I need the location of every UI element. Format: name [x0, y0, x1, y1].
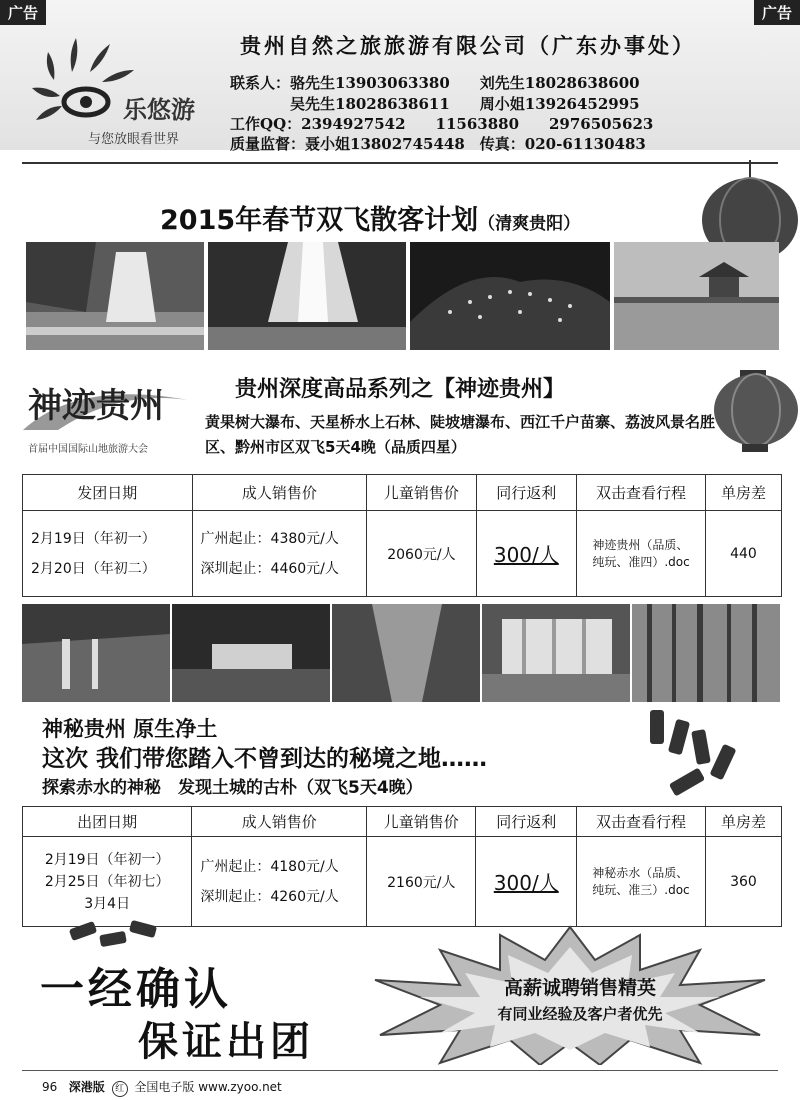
edition-label: 深港版	[68, 1080, 105, 1094]
table1-dates	[23, 511, 193, 597]
bamboo-forest-photo	[632, 604, 780, 702]
th-adult: 成人销售价	[192, 807, 367, 837]
photo-strip-2	[22, 604, 780, 702]
waterfall-photo	[26, 242, 204, 350]
itinerary-doc-link[interactable]	[592, 537, 689, 571]
rebate-value: 300/人	[493, 543, 559, 567]
shenji-logo-text: 神迹贵州	[28, 386, 164, 426]
doc-line: 神秘赤水（品质、	[592, 865, 689, 880]
table2-rebate	[476, 837, 577, 927]
adult-price-gz: 广州起止：4180元/人	[200, 858, 339, 875]
section2-slogan-c: 探索赤水的神秘 发现土城的古朴（双飞5天4晚）	[42, 778, 423, 798]
doc-line: 纯玩、准三）.doc	[592, 882, 690, 897]
page-number: 96	[42, 1080, 58, 1094]
confirm-line-2: 保证出团	[138, 1018, 314, 1065]
footer-divider	[22, 1070, 778, 1071]
table2-single-room: 360	[705, 837, 781, 927]
forest-falls-photo	[172, 604, 330, 702]
confirm-line-1: 一经确认	[40, 964, 232, 1015]
th-date: 发团日期	[23, 475, 193, 511]
cascade-photo	[208, 242, 406, 350]
recruit-line-2: 有同业经验及客户者优先	[497, 1005, 663, 1023]
company-name: 贵州自然之旅旅游有限公司（广东办事处）	[240, 33, 696, 58]
th-child: 儿童销售价	[367, 475, 476, 511]
th-single-room: 单房差	[705, 807, 781, 837]
price-table-1	[22, 474, 782, 597]
canyon-photo	[332, 604, 480, 702]
table1-adult-prices	[192, 511, 367, 597]
adult-price-gz: 广州起止：4380元/人	[200, 530, 339, 547]
doc-line: 神迹贵州（品质、	[592, 537, 689, 552]
date-item: 2月20日（年初二）	[31, 560, 156, 577]
section1-title-paren: （清爽贵阳）	[478, 214, 581, 234]
wide-falls-photo	[482, 604, 630, 702]
section2-slogan-b: 这次 我们带您踏入不曾到达的秘境之地……	[42, 746, 488, 772]
date-item: 3月4日	[84, 895, 131, 912]
th-rebate: 同行返利	[476, 475, 577, 511]
shenji-logo-sub: 首届中国国际山地旅游大会	[28, 444, 148, 455]
th-adult: 成人销售价	[192, 475, 367, 511]
table1-itinerary[interactable]	[577, 511, 706, 597]
adult-price-sz: 深圳起止：4460元/人	[200, 560, 339, 577]
contact-line-supervision: 质量监督：聂小姐13802745448 传真：020-61130483	[230, 135, 646, 153]
section1-description: 黄果树大瀑布、天星桥水上石林、陡坡塘瀑布、西江千户苗寨、荔波风景名胜区、黔州市区双飞5天4晚（品质四星）	[205, 413, 716, 456]
header-banner	[0, 0, 800, 153]
adult-price-sz: 深圳起止：4260元/人	[200, 888, 339, 905]
company-logo	[28, 34, 223, 147]
recruit-line-1: 高薪诚聘销售精英	[503, 977, 656, 999]
table1-child-price: 2060元/人	[367, 511, 476, 597]
th-itinerary: 双击查看行程	[577, 807, 706, 837]
date-item: 2月19日（年初一）	[31, 530, 156, 547]
footer-site[interactable]: 全国电子版 www.zyoo.net	[134, 1080, 282, 1094]
contact-line-2: 吴先生18028638611 周小姐13926452995	[230, 95, 640, 113]
date-item: 2月25日（年初七）	[44, 873, 170, 890]
table2-adult-prices	[192, 837, 367, 927]
ad-tag-left: 广告	[0, 0, 46, 25]
edition-badge: 红	[112, 1081, 128, 1097]
cliff-falls-photo	[22, 604, 170, 702]
table2-dates	[23, 837, 192, 927]
firecracker-icon	[630, 700, 770, 810]
logo-name: 乐悠游	[123, 95, 195, 124]
pavilion-lake-photo	[614, 242, 779, 350]
section2-slogan-a: 神秘贵州 原生净土	[42, 717, 218, 741]
contact-line-qq: 工作QQ：2394927542 11563880 2976505623	[230, 115, 654, 133]
table1-rebate	[476, 511, 577, 597]
logo-slogan: 与您放眼看世界	[88, 132, 180, 147]
th-single-room: 单房差	[705, 475, 781, 511]
th-itinerary: 双击查看行程	[577, 475, 706, 511]
th-child: 儿童销售价	[367, 807, 476, 837]
th-rebate: 同行返利	[476, 807, 577, 837]
footer	[42, 1078, 282, 1097]
contact-line-1: 联系人：骆先生13903063380 刘先生18028638600	[230, 74, 640, 92]
section1-subtitle: 贵州深度高品系列之【神迹贵州】	[235, 377, 566, 402]
price-table-2	[22, 806, 782, 927]
itinerary-doc-link[interactable]	[592, 865, 689, 899]
table1-single-room: 440	[705, 511, 781, 597]
table2-itinerary[interactable]	[577, 837, 706, 927]
th-date: 出团日期	[23, 807, 192, 837]
header-divider	[22, 162, 778, 164]
table2-child-price: 2160元/人	[367, 837, 476, 927]
doc-line: 纯玩、准四）.doc	[592, 554, 690, 569]
date-item: 2月19日（年初一）	[44, 851, 170, 868]
photo-strip-1	[26, 242, 779, 350]
section1-title-text: 2015年春节双飞散客计划	[160, 205, 479, 236]
rebate-value: 300/人	[493, 871, 559, 895]
ad-tag-right: 广告	[754, 0, 800, 25]
shenji-guizhou-logo	[18, 370, 203, 470]
section1-title	[160, 198, 580, 237]
village-night-photo	[410, 242, 610, 350]
